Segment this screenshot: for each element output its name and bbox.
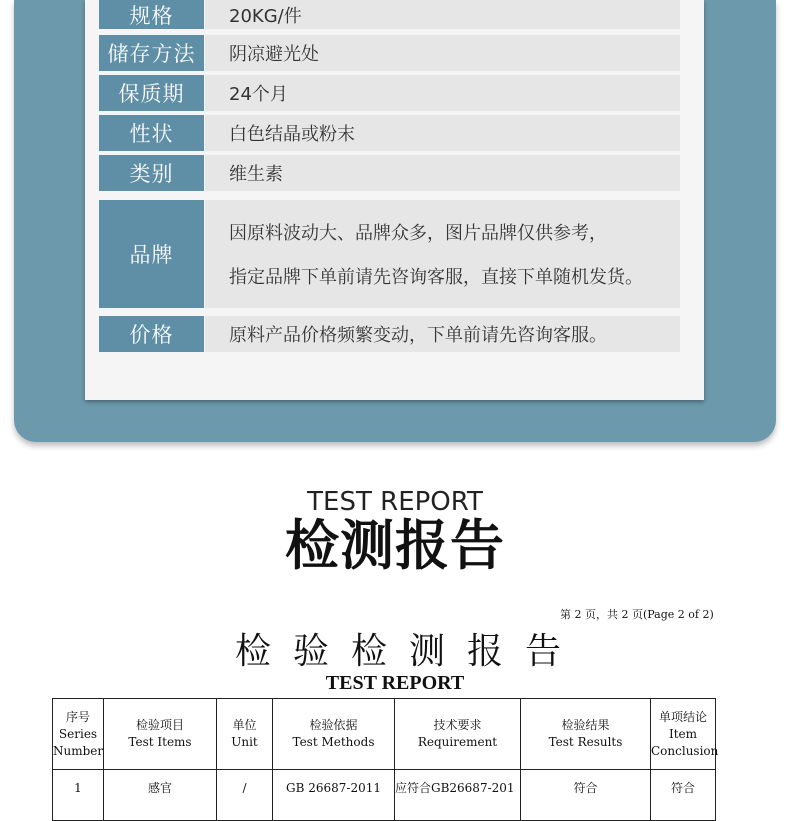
- cell-test-result: 符合: [521, 770, 651, 821]
- spec-value: 原料产品价格频繁变动，下单前请先咨询客服。: [205, 316, 680, 352]
- spec-value: 阴凉避光处: [205, 35, 680, 71]
- spec-value: 20KG/件: [205, 0, 680, 29]
- report-title-en: TEST REPORT: [325, 672, 465, 694]
- header-requirement: 技术要求 Requirement: [395, 699, 521, 770]
- test-report-table: [52, 698, 719, 821]
- spec-value: 因原料波动大、品牌众多，图片品牌仅供参考， 指定品牌下单前请先咨询客服，直接下单随机发货。: [205, 200, 680, 308]
- spec-label: 品牌: [99, 200, 204, 308]
- table-row: [53, 770, 716, 821]
- cell-test-method: GB 26687-2011: [273, 770, 395, 821]
- spec-label: 储存方法: [99, 35, 204, 71]
- report-title-cn: 检验检测报告: [234, 631, 583, 672]
- cell-requirement: 应符合GB26687-201: [395, 770, 521, 821]
- spec-label: 保质期: [99, 75, 204, 111]
- spec-label: 规格: [99, 0, 204, 29]
- spec-row-category: [99, 155, 680, 191]
- header-test-results: 检验结果 Test Results: [521, 699, 651, 770]
- spec-row-storage: [99, 35, 680, 71]
- spec-row-spec: [99, 0, 680, 29]
- spec-value: 维生素: [205, 155, 680, 191]
- spec-label: 价格: [99, 316, 204, 352]
- spec-row-shelf-life: [99, 75, 680, 111]
- cell-unit: /: [217, 770, 273, 821]
- report-page-number: 第 2 页，共 2 页(Page 2 of 2): [560, 608, 714, 621]
- cell-conclusion: 符合: [651, 770, 716, 821]
- header-test-methods: 检验依据 Test Methods: [273, 699, 395, 770]
- spec-row-brand: [99, 200, 680, 308]
- header-series-number: 序号 Series Number: [53, 699, 104, 770]
- spec-label: 性状: [99, 115, 204, 151]
- header-test-items: 检验项目 Test Items: [104, 699, 217, 770]
- spec-value: 24个月: [205, 75, 680, 111]
- spec-value: 白色结晶或粉末: [205, 115, 680, 151]
- spec-row-appearance: [99, 115, 680, 151]
- cell-series-number: 1: [53, 770, 104, 821]
- table-header-row: [53, 699, 716, 770]
- cell-test-item: 感官: [104, 770, 217, 821]
- section-title-cn: 检测报告: [285, 514, 505, 577]
- section-title-en: TEST REPORT: [307, 487, 483, 517]
- spec-row-price: [99, 316, 680, 352]
- spec-label: 类别: [99, 155, 204, 191]
- header-item-conclusion: 单项结论 Item Conclusion: [651, 699, 716, 770]
- header-unit: 单位 Unit: [217, 699, 273, 770]
